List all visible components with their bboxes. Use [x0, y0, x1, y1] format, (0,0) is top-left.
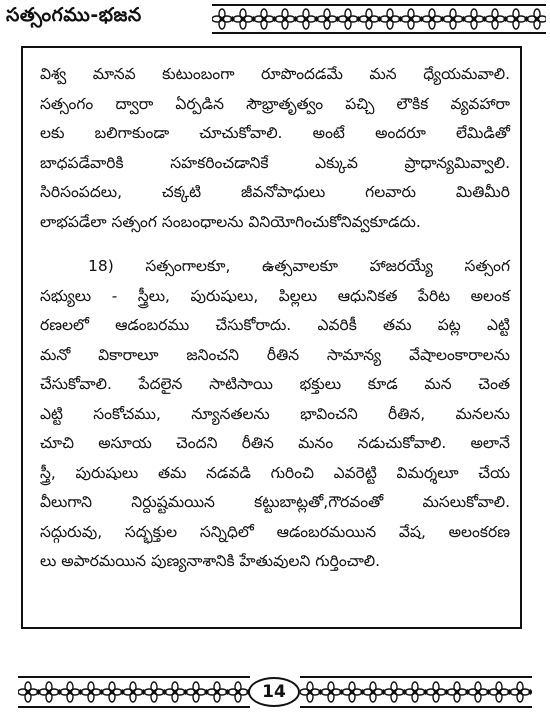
- footer-ornament-right: [300, 674, 532, 710]
- header-ornament-border: [212, 2, 546, 36]
- flower-ornament-icon: [207, 682, 227, 702]
- flower-ornament-icon: [363, 682, 383, 702]
- page-title: సత్సంగము-భజన: [6, 4, 142, 26]
- flower-ornament-icon: [228, 682, 248, 702]
- flower-ornament-icon: [60, 682, 80, 702]
- text-line: రణలలో ఆడంబరము చేసుకోరాదు. ఎవరికీ తమ పట్ల ఎట్టి: [40, 316, 510, 334]
- flower-ornament-icon: [165, 682, 185, 702]
- flower-ornament-icon: [18, 682, 38, 702]
- flower-ornament-icon: [338, 9, 358, 29]
- flower-ornament-icon: [510, 682, 530, 702]
- flower-ornament-icon: [39, 682, 59, 702]
- flower-ornament-icon: [123, 682, 143, 702]
- flower-ornament-icon: [506, 9, 526, 29]
- text-line: వీలుగాని నిర్దుష్టమయిన కట్టుబాట్లతో,గౌరవంతో మసలుకోవాలి.: [40, 493, 510, 511]
- text-line: సిరిసంపదలు, చక్కటి జీవనోపాధులు గలవారు మితిమీరి: [40, 183, 510, 201]
- flower-ornament-icon: [186, 682, 206, 702]
- paragraph-2: [40, 252, 510, 577]
- text-line: లు అపారమయిన పుణ్యనాశానికి హేతువులని గుర్తించాలి.: [40, 552, 381, 570]
- text-line: లకు బలిగాకుండా చూచుకోవాలి. అంటే అందరూ లేమిడితో: [40, 124, 510, 142]
- flower-ornament-icon: [81, 682, 101, 702]
- flower-ornament-icon: [485, 9, 505, 29]
- flower-ornament-icon: [212, 9, 232, 29]
- flower-ornament-icon: [275, 9, 295, 29]
- flower-ornament-icon: [422, 9, 442, 29]
- text-line: ఎట్టి సంకోచము, న్యూనతలను భావించని రీతిన, మనలను: [40, 404, 510, 423]
- text-line: సత్సంగం ద్వారా ఏర్పడిన సౌభ్రాతృత్వం పచ్చి లౌకిక వ్యవహారా: [40, 94, 510, 113]
- flower-ornament-icon: [359, 9, 379, 29]
- flower-ornament-icon: [401, 9, 421, 29]
- text-line: మనో వికారాలూ జనించని రీతిన సామాన్య వేషాలంకారాలను: [40, 345, 510, 364]
- body-text: [40, 60, 510, 577]
- flower-ornament-icon: [300, 682, 320, 702]
- text-line: లాభపడేలా సత్సంగ సంబంధాలను వినియోగించుకోనివ్వకూడదు.: [40, 212, 421, 231]
- flower-ornament-icon: [254, 9, 274, 29]
- flower-ornament-icon: [405, 682, 425, 702]
- text-line: సద్గురువు, సద్భక్తుల సన్నిధిలో ఆడంబరమయిన వేష, అలంకరణ: [40, 522, 510, 541]
- text-line: బాధపడేవారికి సహకరించడానికే ఎక్కువ ప్రాధాన్యమివ్వాలి.: [40, 153, 510, 172]
- flower-ornament-icon: [144, 682, 164, 702]
- flower-ornament-icon: [527, 9, 546, 29]
- text-line: 18) సత్సంగాలకూ, ఉత్సవాలకూ హాజరయ్యే సత్సంగ: [88, 257, 510, 275]
- footer-ornament-left: [18, 674, 250, 710]
- text-line: విశ్వ మానవ కుటుంబంగా రూపొందడమే మన ధ్యేయమవాలి.: [40, 65, 510, 83]
- flower-ornament-icon: [443, 9, 463, 29]
- flower-ornament-icon: [489, 682, 509, 702]
- flower-ornament-icon: [296, 9, 316, 29]
- flower-ornament-icon: [384, 682, 404, 702]
- paragraph-1: [40, 60, 510, 237]
- flower-ornament-icon: [102, 682, 122, 702]
- text-line: చూచి అసూయ చెందని రీతిన మనం నడుచుకోవాలి. అలానే: [40, 434, 510, 452]
- flower-ornament-icon: [464, 9, 484, 29]
- flower-ornament-icon: [468, 682, 488, 702]
- flower-ornament-icon: [321, 682, 341, 702]
- flower-ornament-icon: [380, 9, 400, 29]
- page-number: 14: [248, 677, 300, 707]
- flower-ornament-icon: [342, 682, 362, 702]
- text-line: సభ్యులు - స్త్రీలు, పురుషులు, పిల్లలు ఆధునికత పేరిట అలంక: [40, 286, 510, 305]
- flower-ornament-icon: [447, 682, 467, 702]
- flower-ornament-icon: [233, 9, 253, 29]
- text-line: చేసుకోవాలి. పేదలైన సాటిసాయి భక్తులు కూడ మన చెంత: [40, 375, 510, 393]
- flower-ornament-icon: [426, 682, 446, 702]
- flower-ornament-icon: [317, 9, 337, 29]
- text-line: స్త్రీ, పురుషులు తమ నడవడి గురించి ఎవరెట్టి విమర్శలూ చేయ: [40, 463, 510, 482]
